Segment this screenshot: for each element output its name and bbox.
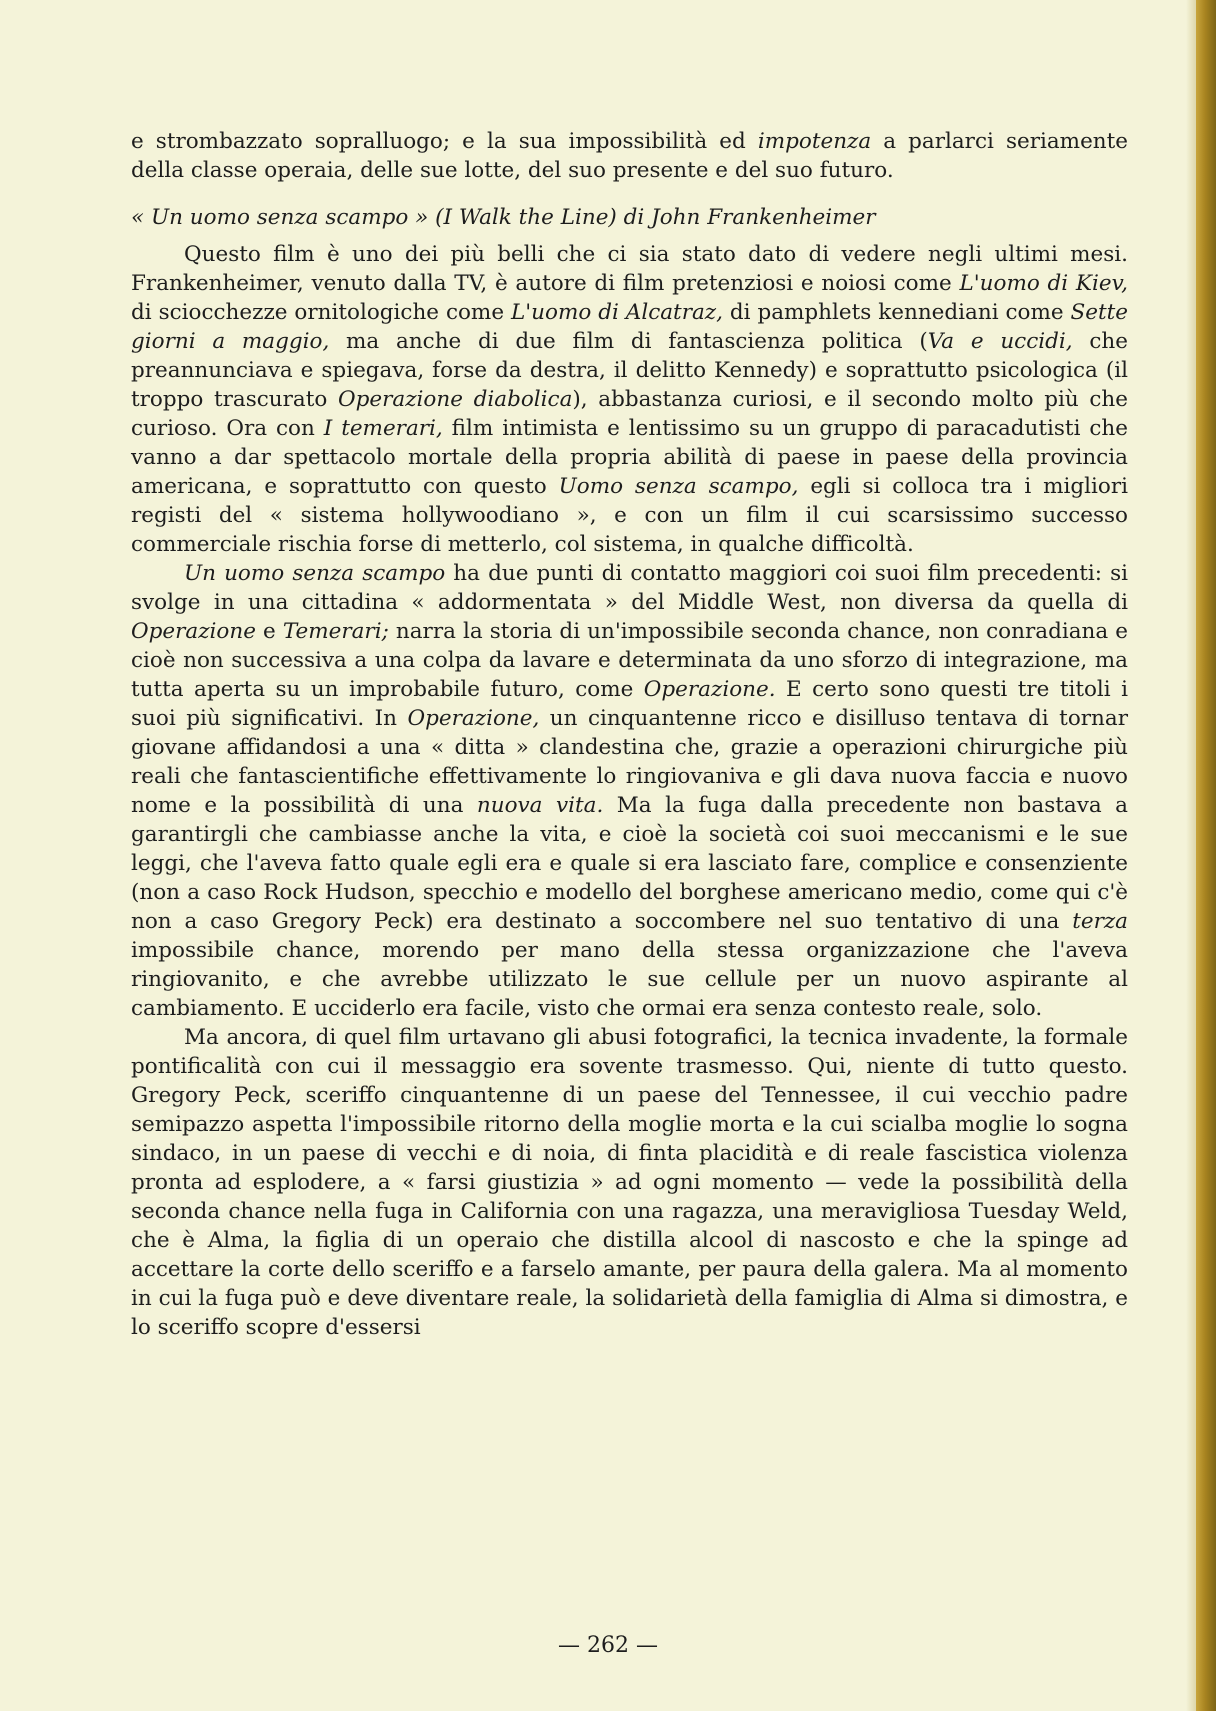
paragraph [131,1023,1128,1342]
text-run: egli si colloca tra i migliori registi del « sistema hollywoodiano », e con un film il cui scarsissimo successo commerciale rischia forse di metterlo, col sistema, in qualche difficoltà. [131,474,1129,557]
heading-original-title: (I Walk the Line) [435,205,617,230]
text-run: E certo sono questi tre titoli i suoi più significativi. In [131,677,1128,731]
text-run: ma anche di due film di fantascienza politica ( [329,329,928,354]
italic-run: Operazione [131,619,256,644]
text-run: Questo film è uno dei più belli che ci sia stato dato di vedere negli ultimi mesi. Frankenheimer, venuto dalla TV, è autore di film pretenziosi e noiosi come [131,242,1128,296]
page-edge [1196,0,1216,1711]
text-run: e strombazzato sopralluogo; e la sua impossibilità ed [131,129,758,154]
text-run: di sciocchezze ornitologiche come [131,300,511,325]
section-heading [131,203,1128,232]
text-run: narra la storia di un'impossibile seconda chance, non conradiana e cioè non successiva a una colpa da lavare e determinata da uno sforzo di integrazione, ma tutta aperta su un improbabile futuro, come [131,619,1128,702]
italic-run: impotenza [757,129,872,154]
italic-run: terza [1072,909,1128,934]
italic-run: L'uomo di Alcatraz, [510,300,723,325]
paragraph [131,559,1128,1023]
text-run: ha due punti di contatto maggiori coi suoi film precedenti: si svolge in una cittadina « addormentata » del Middle West, non diversa da quella di [131,561,1128,615]
italic-run: Operazione diabolica [338,387,573,412]
italic-run: Operazione. [643,677,776,702]
text-run: a parlarci seriamente della classe operaia, delle sue lotte, del suo presente e del suo futuro. [131,129,1128,183]
paragraph [131,240,1128,559]
text-run: film intimista e lentissimo su un gruppo di paracadutisti che vanno a dar spettacolo mortale della propria abilità di paese in paese della provincia americana, e soprattutto con questo [131,416,1128,499]
text-column [131,127,1128,1342]
text-run: Ma ancora, di quel film urtavano gli abusi fotografici, la tecnica invadente, la formale pontificalità con cui il messaggio era sovente trasmesso. Qui, niente di tutto questo. Gregory Peck, sceriffo cinquantenne di un paese del Tennessee, il cui vecchio padre semipazzo aspetta l'impossibile ritorno della moglie morta e la cui scialba moglie lo sogna sindaco, in un paese di vecchi e di noia, di finta placidità e di reale fascistica violenza pronta ad esplodere, a « farsi giustizia » ad ogni momento — vede la possibilità della seconda chance nella fuga in California con una ragazza, una meravigliosa Tuesday Weld, che è Alma, la figlia di un operaio che distilla alcool di nascosto e che la spinge ad accettare la corte dello sceriffo e a farselo amante, per paura della galera. Ma al momento in cui la fuga può e deve diventare reale, la solidarietà della famiglia di Alma si dimostra, e lo sceriffo scopre d'essersi [131,1025,1128,1340]
italic-run: Sette giorni a maggio, [131,300,1128,354]
italic-run: nuova vita. [476,793,604,818]
italic-run: Va e uccidi, [927,329,1073,354]
italic-run: L'uomo di Kiev, [959,271,1129,296]
italic-run: Un uomo senza scampo [184,561,446,586]
heading-director: di John Frankenheimer [623,205,876,230]
text-run: un cinquantenne ricco e disilluso tentava di tornar giovane affidandosi a una « ditta » clandestina che, grazie a operazioni chirurgiche più reali che fantascientifiche effettivamente lo ringiovaniva e gli dava nuova faccia e nuovo nome e la possibilità di una [131,706,1128,818]
text-run: Ma la fuga dalla precedente non bastava a garantirgli che cambiasse anche la vita, e cioè la società coi suoi meccanismi e le sue leggi, che l'aveva fatto quale egli era e quale si era lasciato fare, complice e consenziente (non a caso Rock Hudson, specchio e modello del borghese americano medio, come qui c'è non a caso Gregory Peck) era destinato a soccombere nel suo tentativo di una [131,793,1128,934]
italic-run: Temerari; [282,619,389,644]
italic-run: Operazione, [407,706,540,731]
italic-run: I temerari, [323,416,443,441]
text-run: impossibile chance, morendo per mano della stessa organizzazione che l'aveva ringiovanito, e che avrebbe utilizzato le sue cellule per un nuovo aspirante al cambiamento. E ucciderlo era facile, visto che ormai era senza contesto reale, solo. [131,938,1128,1021]
text-run: ), abbastanza curiosi, e il secondo molto più che curioso. Ora con [131,387,1128,441]
text-run: che preannunciava e spiegava, forse da destra, il delitto Kennedy) e soprattutto psicologica (il troppo trascurato [131,329,1128,412]
heading-film-title: « Un uomo senza scampo » [131,205,429,230]
paragraph [131,127,1128,185]
italic-run: Uomo senza scampo, [558,474,799,499]
text-run: e [255,619,283,644]
text-run: di pamphlets kennediani come [722,300,1071,325]
page-edge-shadow [1186,0,1196,1711]
page-number: — 262 — [558,1633,658,1658]
